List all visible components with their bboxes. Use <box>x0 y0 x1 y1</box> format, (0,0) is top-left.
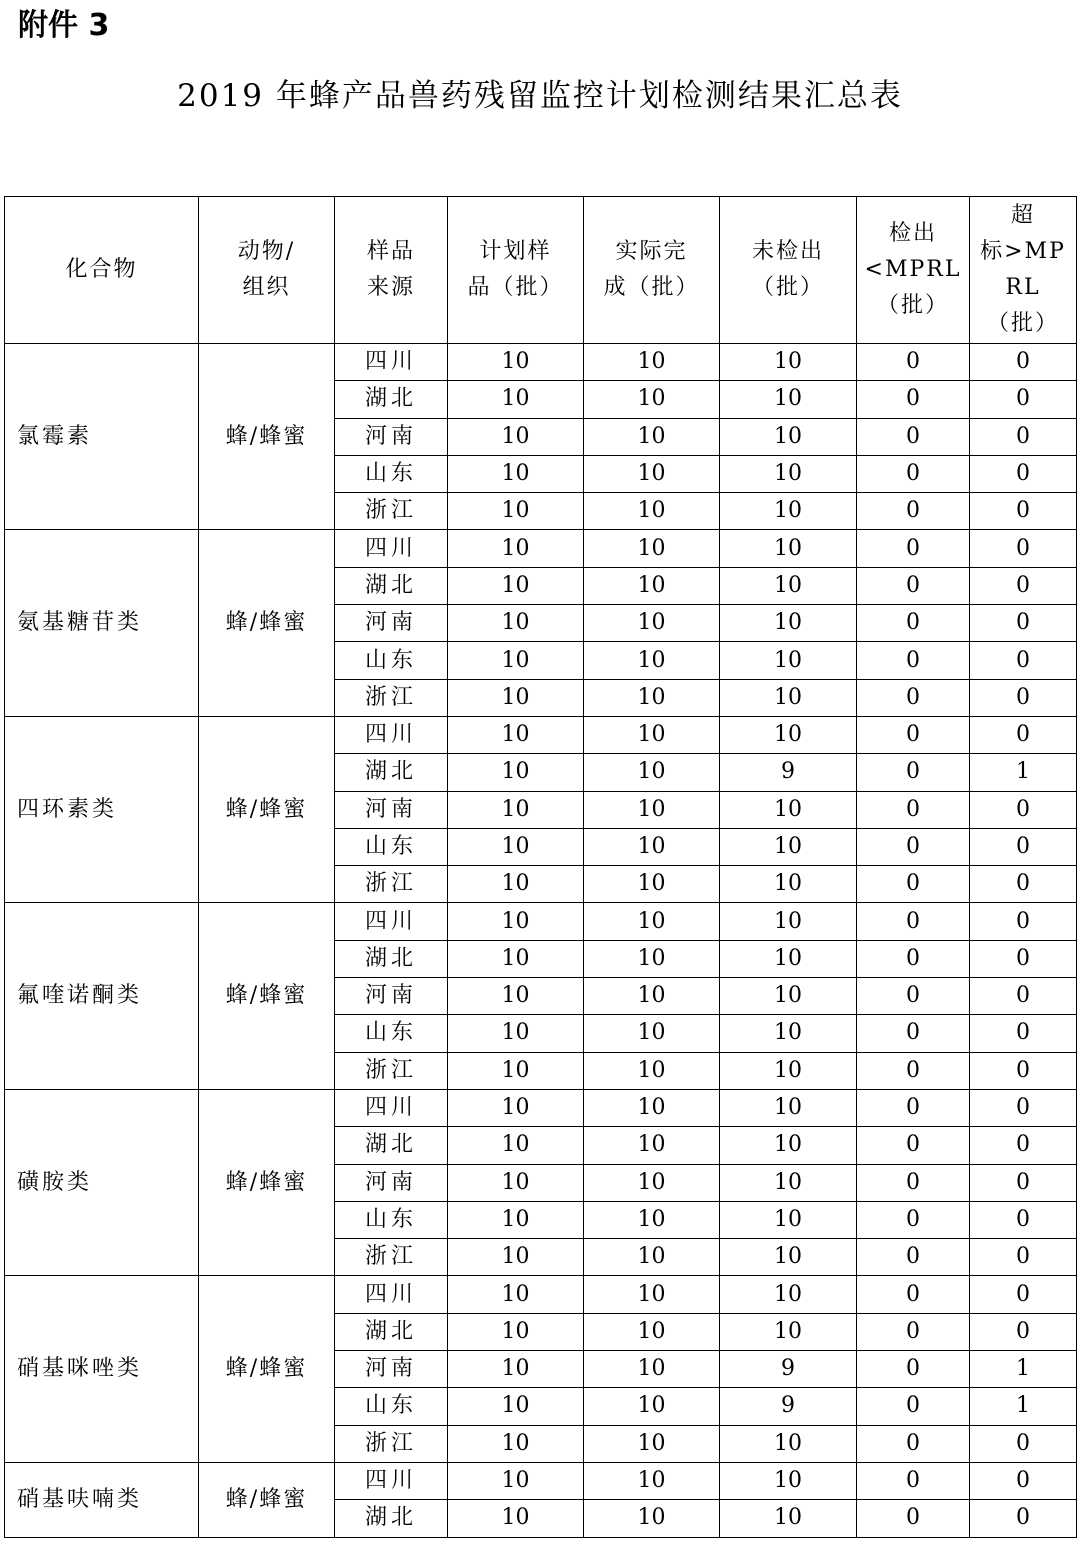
detected-below-cell: 0 <box>857 567 970 604</box>
completed-cell: 10 <box>584 828 720 865</box>
not-detected-cell: 10 <box>720 455 857 492</box>
not-detected-cell: 10 <box>720 1201 857 1238</box>
table-row <box>5 344 1077 381</box>
not-detected-cell: 10 <box>720 1500 857 1537</box>
exceeding-cell: 0 <box>970 418 1077 455</box>
detected-below-cell: 0 <box>857 530 970 567</box>
detected-below-cell: 0 <box>857 1239 970 1276</box>
detected-below-cell: 0 <box>857 605 970 642</box>
province-cell: 四川 <box>335 716 448 753</box>
exceeding-cell: 0 <box>970 1239 1077 1276</box>
not-detected-cell: 10 <box>720 344 857 381</box>
completed-cell: 10 <box>584 1164 720 1201</box>
completed-cell: 10 <box>584 455 720 492</box>
planned-cell: 10 <box>448 1089 584 1126</box>
tissue-cell: 蜂/蜂蜜 <box>199 530 335 716</box>
exceeding-cell: 0 <box>970 605 1077 642</box>
province-cell: 湖北 <box>335 940 448 977</box>
completed-cell: 10 <box>584 1500 720 1537</box>
exceeding-cell: 0 <box>970 679 1077 716</box>
not-detected-cell: 10 <box>720 1015 857 1052</box>
planned-cell: 10 <box>448 1425 584 1462</box>
exceeding-cell: 0 <box>970 642 1077 679</box>
province-cell: 四川 <box>335 530 448 567</box>
table-row <box>5 1089 1077 1126</box>
table-row <box>5 1276 1077 1313</box>
province-cell: 河南 <box>335 1351 448 1388</box>
detected-below-cell: 0 <box>857 1201 970 1238</box>
not-detected-cell: 10 <box>720 642 857 679</box>
province-cell: 山东 <box>335 1388 448 1425</box>
completed-cell: 10 <box>584 940 720 977</box>
province-cell: 浙江 <box>335 493 448 530</box>
detected-below-cell: 0 <box>857 1425 970 1462</box>
completed-cell: 10 <box>584 1351 720 1388</box>
detected-below-cell: 0 <box>857 381 970 418</box>
completed-cell: 10 <box>584 1201 720 1238</box>
not-detected-cell: 9 <box>720 1351 857 1388</box>
exceeding-cell: 0 <box>970 1052 1077 1089</box>
not-detected-cell: 10 <box>720 567 857 604</box>
exceeding-cell: 0 <box>970 381 1077 418</box>
completed-cell: 10 <box>584 493 720 530</box>
not-detected-cell: 10 <box>720 679 857 716</box>
detected-below-cell: 0 <box>857 1164 970 1201</box>
province-cell: 山东 <box>335 1015 448 1052</box>
province-cell: 湖北 <box>335 754 448 791</box>
results-table <box>4 196 1077 1538</box>
compound-cell: 硝基呋喃类 <box>5 1462 199 1537</box>
not-detected-cell: 9 <box>720 754 857 791</box>
exceeding-cell: 0 <box>970 1462 1077 1499</box>
table-row <box>5 716 1077 753</box>
not-detected-cell: 10 <box>720 1462 857 1499</box>
exceeding-cell: 0 <box>970 866 1077 903</box>
planned-cell: 10 <box>448 716 584 753</box>
tissue-cell: 蜂/蜂蜜 <box>199 903 335 1089</box>
province-cell: 湖北 <box>335 567 448 604</box>
planned-cell: 10 <box>448 940 584 977</box>
detected-below-cell: 0 <box>857 1313 970 1350</box>
province-cell: 河南 <box>335 605 448 642</box>
page-title: 2019 年蜂产品兽药残留监控计划检测结果汇总表 <box>177 78 903 114</box>
not-detected-cell: 9 <box>720 1388 857 1425</box>
completed-cell: 10 <box>584 1015 720 1052</box>
province-cell: 湖北 <box>335 381 448 418</box>
tissue-cell: 蜂/蜂蜜 <box>199 344 335 530</box>
detected-below-cell: 0 <box>857 679 970 716</box>
planned-cell: 10 <box>448 1462 584 1499</box>
exceeding-cell: 0 <box>970 903 1077 940</box>
detected-below-cell: 0 <box>857 642 970 679</box>
not-detected-cell: 10 <box>720 716 857 753</box>
planned-cell: 10 <box>448 866 584 903</box>
province-cell: 湖北 <box>335 1313 448 1350</box>
planned-cell: 10 <box>448 978 584 1015</box>
header-completed: 实际完 成（批） <box>584 197 720 344</box>
compound-cell: 硝基咪唑类 <box>5 1276 199 1462</box>
planned-cell: 10 <box>448 1276 584 1313</box>
province-cell: 湖北 <box>335 1127 448 1164</box>
not-detected-cell: 10 <box>720 605 857 642</box>
exceeding-cell: 0 <box>970 1127 1077 1164</box>
completed-cell: 10 <box>584 1313 720 1350</box>
planned-cell: 10 <box>448 381 584 418</box>
compound-cell: 四环素类 <box>5 716 199 902</box>
not-detected-cell: 10 <box>720 418 857 455</box>
not-detected-cell: 10 <box>720 1052 857 1089</box>
not-detected-cell: 10 <box>720 1425 857 1462</box>
not-detected-cell: 10 <box>720 828 857 865</box>
planned-cell: 10 <box>448 1201 584 1238</box>
exceeding-cell: 0 <box>970 1015 1077 1052</box>
compound-cell: 氨基糖苷类 <box>5 530 199 716</box>
completed-cell: 10 <box>584 605 720 642</box>
header-not-detected: 未检出 （批） <box>720 197 857 344</box>
province-cell: 浙江 <box>335 1052 448 1089</box>
completed-cell: 10 <box>584 1462 720 1499</box>
detected-below-cell: 0 <box>857 866 970 903</box>
not-detected-cell: 10 <box>720 1313 857 1350</box>
not-detected-cell: 10 <box>720 903 857 940</box>
planned-cell: 10 <box>448 567 584 604</box>
header-detected-below-mprl: 检出 <MPRL （批） <box>857 197 970 344</box>
planned-cell: 10 <box>448 1127 584 1164</box>
compound-cell: 磺胺类 <box>5 1089 199 1275</box>
province-cell: 浙江 <box>335 1239 448 1276</box>
not-detected-cell: 10 <box>720 1164 857 1201</box>
completed-cell: 10 <box>584 754 720 791</box>
not-detected-cell: 10 <box>720 791 857 828</box>
planned-cell: 10 <box>448 418 584 455</box>
exceeding-cell: 0 <box>970 455 1077 492</box>
detected-below-cell: 0 <box>857 1388 970 1425</box>
exceeding-cell: 0 <box>970 978 1077 1015</box>
exceeding-cell: 0 <box>970 1276 1077 1313</box>
detected-below-cell: 0 <box>857 1015 970 1052</box>
completed-cell: 10 <box>584 791 720 828</box>
completed-cell: 10 <box>584 1425 720 1462</box>
completed-cell: 10 <box>584 1239 720 1276</box>
province-cell: 河南 <box>335 1164 448 1201</box>
planned-cell: 10 <box>448 679 584 716</box>
header-source: 样品 来源 <box>335 197 448 344</box>
exceeding-cell: 0 <box>970 493 1077 530</box>
completed-cell: 10 <box>584 1089 720 1126</box>
detected-below-cell: 0 <box>857 828 970 865</box>
not-detected-cell: 10 <box>720 493 857 530</box>
exceeding-cell: 0 <box>970 1425 1077 1462</box>
exceeding-cell: 0 <box>970 1164 1077 1201</box>
exceeding-cell: 0 <box>970 791 1077 828</box>
detected-below-cell: 0 <box>857 344 970 381</box>
detected-below-cell: 0 <box>857 1052 970 1089</box>
completed-cell: 10 <box>584 418 720 455</box>
detected-below-cell: 0 <box>857 1089 970 1126</box>
province-cell: 河南 <box>335 418 448 455</box>
province-cell: 四川 <box>335 1462 448 1499</box>
exceeding-cell: 1 <box>970 1388 1077 1425</box>
completed-cell: 10 <box>584 530 720 567</box>
province-cell: 山东 <box>335 642 448 679</box>
not-detected-cell: 10 <box>720 940 857 977</box>
completed-cell: 10 <box>584 716 720 753</box>
province-cell: 浙江 <box>335 866 448 903</box>
table-row <box>5 530 1077 567</box>
detected-below-cell: 0 <box>857 493 970 530</box>
tissue-cell: 蜂/蜂蜜 <box>199 1089 335 1275</box>
detected-below-cell: 0 <box>857 978 970 1015</box>
planned-cell: 10 <box>448 1052 584 1089</box>
detected-below-cell: 0 <box>857 1351 970 1388</box>
planned-cell: 10 <box>448 530 584 567</box>
table-row <box>5 1462 1077 1499</box>
not-detected-cell: 10 <box>720 1127 857 1164</box>
exceeding-cell: 0 <box>970 1089 1077 1126</box>
header-row <box>5 197 1077 344</box>
province-cell: 山东 <box>335 828 448 865</box>
completed-cell: 10 <box>584 381 720 418</box>
compound-cell: 氟喹诺酮类 <box>5 903 199 1089</box>
tissue-cell: 蜂/蜂蜜 <box>199 716 335 902</box>
detected-below-cell: 0 <box>857 1500 970 1537</box>
detected-below-cell: 0 <box>857 1127 970 1164</box>
exceeding-cell: 0 <box>970 567 1077 604</box>
exceeding-cell: 0 <box>970 828 1077 865</box>
header-exceeding-mprl: 超 标>MP RL （批） <box>970 197 1077 344</box>
not-detected-cell: 10 <box>720 381 857 418</box>
not-detected-cell: 10 <box>720 1089 857 1126</box>
completed-cell: 10 <box>584 344 720 381</box>
province-cell: 湖北 <box>335 1500 448 1537</box>
province-cell: 四川 <box>335 1276 448 1313</box>
exceeding-cell: 0 <box>970 530 1077 567</box>
planned-cell: 10 <box>448 903 584 940</box>
not-detected-cell: 10 <box>720 1239 857 1276</box>
completed-cell: 10 <box>584 642 720 679</box>
exceeding-cell: 0 <box>970 716 1077 753</box>
province-cell: 河南 <box>335 978 448 1015</box>
header-tissue: 动物/ 组织 <box>199 197 335 344</box>
tissue-cell: 蜂/蜂蜜 <box>199 1276 335 1462</box>
completed-cell: 10 <box>584 1276 720 1313</box>
exceeding-cell: 1 <box>970 754 1077 791</box>
detected-below-cell: 0 <box>857 716 970 753</box>
tissue-cell: 蜂/蜂蜜 <box>199 1462 335 1537</box>
not-detected-cell: 10 <box>720 978 857 1015</box>
completed-cell: 10 <box>584 978 720 1015</box>
detected-below-cell: 0 <box>857 1276 970 1313</box>
planned-cell: 10 <box>448 493 584 530</box>
exceeding-cell: 0 <box>970 1313 1077 1350</box>
not-detected-cell: 10 <box>720 1276 857 1313</box>
not-detected-cell: 10 <box>720 866 857 903</box>
detected-below-cell: 0 <box>857 418 970 455</box>
province-cell: 浙江 <box>335 679 448 716</box>
header-planned: 计划样 品（批） <box>448 197 584 344</box>
table-row <box>5 903 1077 940</box>
completed-cell: 10 <box>584 679 720 716</box>
planned-cell: 10 <box>448 1015 584 1052</box>
province-cell: 四川 <box>335 903 448 940</box>
not-detected-cell: 10 <box>720 530 857 567</box>
exceeding-cell: 0 <box>970 940 1077 977</box>
detected-below-cell: 0 <box>857 903 970 940</box>
province-cell: 山东 <box>335 455 448 492</box>
exceeding-cell: 0 <box>970 1500 1077 1537</box>
planned-cell: 10 <box>448 791 584 828</box>
planned-cell: 10 <box>448 1164 584 1201</box>
results-body <box>5 344 1077 1538</box>
attachment-label: 附件 3 <box>18 8 110 43</box>
province-cell: 四川 <box>335 344 448 381</box>
province-cell: 山东 <box>335 1201 448 1238</box>
completed-cell: 10 <box>584 866 720 903</box>
compound-cell: 氯霉素 <box>5 344 199 530</box>
completed-cell: 10 <box>584 567 720 604</box>
completed-cell: 10 <box>584 1052 720 1089</box>
detected-below-cell: 0 <box>857 455 970 492</box>
header-compound: 化合物 <box>5 197 199 344</box>
planned-cell: 10 <box>448 605 584 642</box>
planned-cell: 10 <box>448 455 584 492</box>
planned-cell: 10 <box>448 828 584 865</box>
exceeding-cell: 0 <box>970 1201 1077 1238</box>
planned-cell: 10 <box>448 1388 584 1425</box>
planned-cell: 10 <box>448 344 584 381</box>
planned-cell: 10 <box>448 754 584 791</box>
planned-cell: 10 <box>448 642 584 679</box>
province-cell: 浙江 <box>335 1425 448 1462</box>
province-cell: 河南 <box>335 791 448 828</box>
planned-cell: 10 <box>448 1351 584 1388</box>
exceeding-cell: 0 <box>970 344 1077 381</box>
province-cell: 四川 <box>335 1089 448 1126</box>
completed-cell: 10 <box>584 1388 720 1425</box>
detected-below-cell: 0 <box>857 940 970 977</box>
detected-below-cell: 0 <box>857 754 970 791</box>
detected-below-cell: 0 <box>857 791 970 828</box>
detected-below-cell: 0 <box>857 1462 970 1499</box>
planned-cell: 10 <box>448 1313 584 1350</box>
completed-cell: 10 <box>584 903 720 940</box>
exceeding-cell: 1 <box>970 1351 1077 1388</box>
planned-cell: 10 <box>448 1239 584 1276</box>
completed-cell: 10 <box>584 1127 720 1164</box>
planned-cell: 10 <box>448 1500 584 1537</box>
